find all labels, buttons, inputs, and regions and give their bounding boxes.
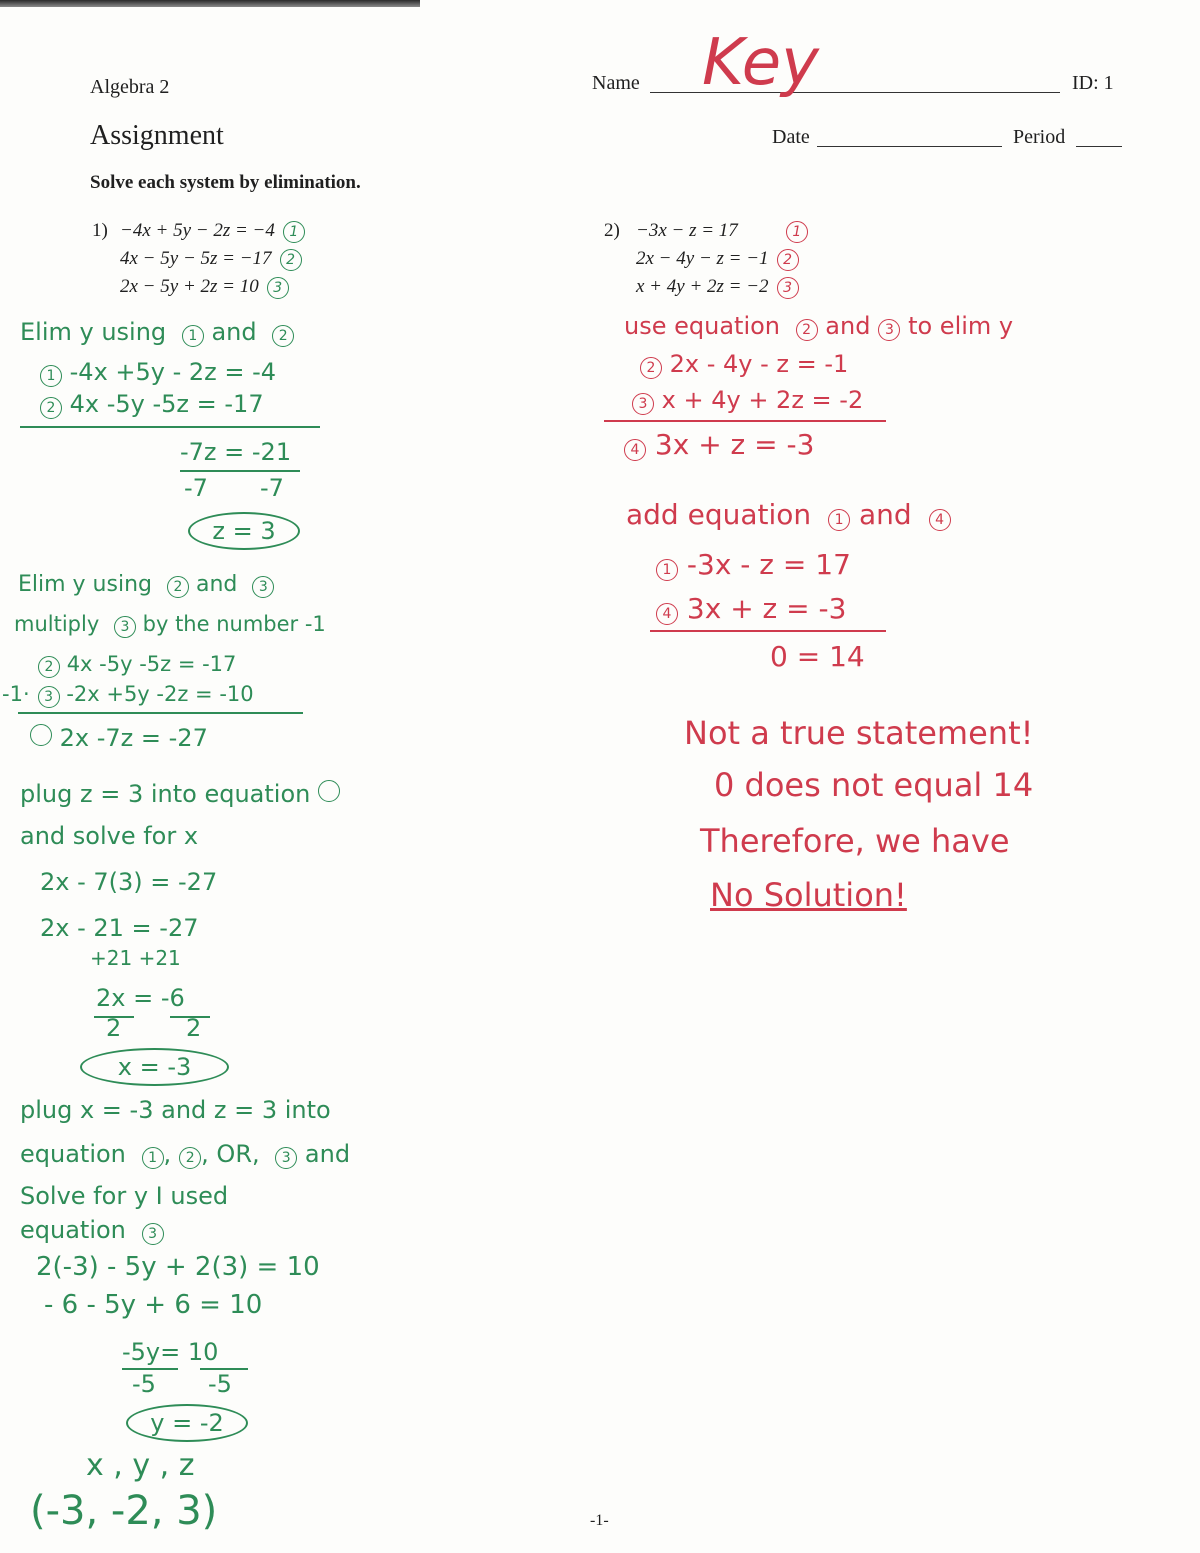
problem-2-equation-1: −3x − z = 17 1	[636, 220, 808, 243]
p1-sum-1: -7z = -21	[180, 438, 292, 466]
p1-x-line-2: 2x - 21 = -27	[40, 914, 199, 942]
p1-eq-2: 2 4x -5y -5z = -17	[32, 390, 264, 419]
p2-eq-4b: 4 3x + z = -3	[648, 592, 846, 625]
p1-eq-4: 2x -7z = -27	[22, 724, 208, 752]
p1-divisor-1: -7	[184, 474, 208, 502]
course-label: Algebra 2	[90, 76, 170, 98]
p1-step-elim-2: Elim y using 2 and 3	[18, 572, 274, 598]
p1-x-frac-den-a: 2	[106, 1014, 122, 1042]
p1-eq-1: 1 -4x +5y - 2z = -4	[32, 358, 276, 387]
instructions: Solve each system by elimination.	[90, 172, 361, 193]
problem-2-equation-3: x + 4y + 2z = −2 3	[636, 276, 799, 299]
p2-result: 0 = 14	[770, 640, 865, 673]
period-blank	[1076, 124, 1122, 147]
p1-step-elim-1: Elim y using 1 and 2	[20, 318, 294, 347]
p1-x-frac-num: 2x = -6	[96, 984, 185, 1012]
problem-1-number: 1)	[92, 220, 108, 241]
p1-y-frac-den-b: -5	[208, 1370, 232, 1398]
p1-final-answer: (-3, -2, 3)	[30, 1488, 218, 1534]
period-label: Period	[1013, 126, 1066, 148]
p1-step-equations: equation 1 , 2 , OR, 3 and	[20, 1140, 351, 1168]
p2-conclusion-3: Therefore, we have	[700, 822, 1010, 860]
page-number: -1-	[590, 1512, 609, 1529]
p1-ordered-labels: x , y , z	[86, 1448, 195, 1483]
p1-sum-line-2	[18, 712, 303, 714]
problem-1-equation-1: −4x + 5y − 2z = −4 1	[120, 220, 305, 243]
p2-eq-1b: 1 -3x - z = 17	[648, 548, 851, 581]
problem-2-equation-2: 2x − 4y − z = −1 2	[636, 248, 799, 271]
p1-x-frac-den-b: 2	[186, 1014, 202, 1042]
p1-y-line-2: - 6 - 5y + 6 = 10	[44, 1290, 263, 1320]
p2-step-add: add equation 1 and 4	[626, 498, 951, 531]
p1-step-used: equation 3	[20, 1216, 164, 1245]
problem-2-number: 2)	[604, 220, 620, 241]
p1-y-frac-den-a: -5	[132, 1370, 156, 1398]
p1-step-solve-y: Solve for y I used	[20, 1182, 229, 1210]
name-label: Name	[592, 72, 640, 94]
p1-eq-2b: 2 4x -5y -5z = -17	[30, 652, 236, 678]
scan-top-edge	[0, 0, 420, 7]
p2-step-use: use equation 2 and 3 to elim y	[624, 312, 1014, 340]
p2-conclusion-2: 0 does not equal 14	[714, 766, 1034, 804]
p1-frac-line-1	[180, 470, 300, 472]
p2-eq-2: 2 2x - 4y - z = -1	[632, 350, 848, 379]
p2-conclusion-1: Not a true statement!	[684, 714, 1034, 752]
p2-no-solution: No Solution!	[710, 876, 907, 914]
p1-step-plug-xz: plug x = -3 and z = 3 into	[20, 1096, 331, 1124]
p1-answer-x: x = -3	[80, 1048, 229, 1086]
p1-answer-y: y = -2	[126, 1404, 248, 1442]
p1-eq-3-neg: -1· 3 -2x +5y -2z = -10	[2, 682, 254, 706]
p1-sum-line-1	[20, 426, 320, 428]
p1-x-line-1: 2x - 7(3) = -27	[40, 868, 218, 896]
date-label: Date	[772, 126, 810, 148]
page-title: Assignment	[90, 120, 224, 151]
p1-step-multiply: multiply 3 by the number -1	[14, 612, 326, 636]
p2-eq-4: 4 3x + z = -3	[616, 428, 814, 461]
p1-answer-z: z = 3	[188, 512, 300, 550]
problem-1-equation-2: 4x − 5y − 5z = −17 2	[120, 248, 302, 271]
p1-step-solve-x: and solve for x	[20, 822, 199, 850]
p2-eq-3: 3 x + 4y + 2z = -2	[624, 386, 863, 415]
p2-sum-line-2	[650, 630, 886, 632]
p1-y-frac-num: -5y= 10	[122, 1338, 219, 1366]
p1-divisor-2: -7	[260, 474, 284, 502]
problem-1-equation-3: 2x − 5y + 2z = 10 3	[120, 276, 289, 299]
p1-step-plug-z: plug z = 3 into equation	[20, 780, 340, 808]
id-label: ID: 1	[1072, 72, 1114, 94]
p2-sum-line-1	[604, 420, 886, 422]
date-blank	[817, 124, 1002, 147]
p1-x-line-3: +21 +21	[90, 946, 181, 970]
p1-y-line-1: 2(-3) - 5y + 2(3) = 10	[36, 1252, 320, 1282]
name-value: Key	[702, 26, 819, 100]
